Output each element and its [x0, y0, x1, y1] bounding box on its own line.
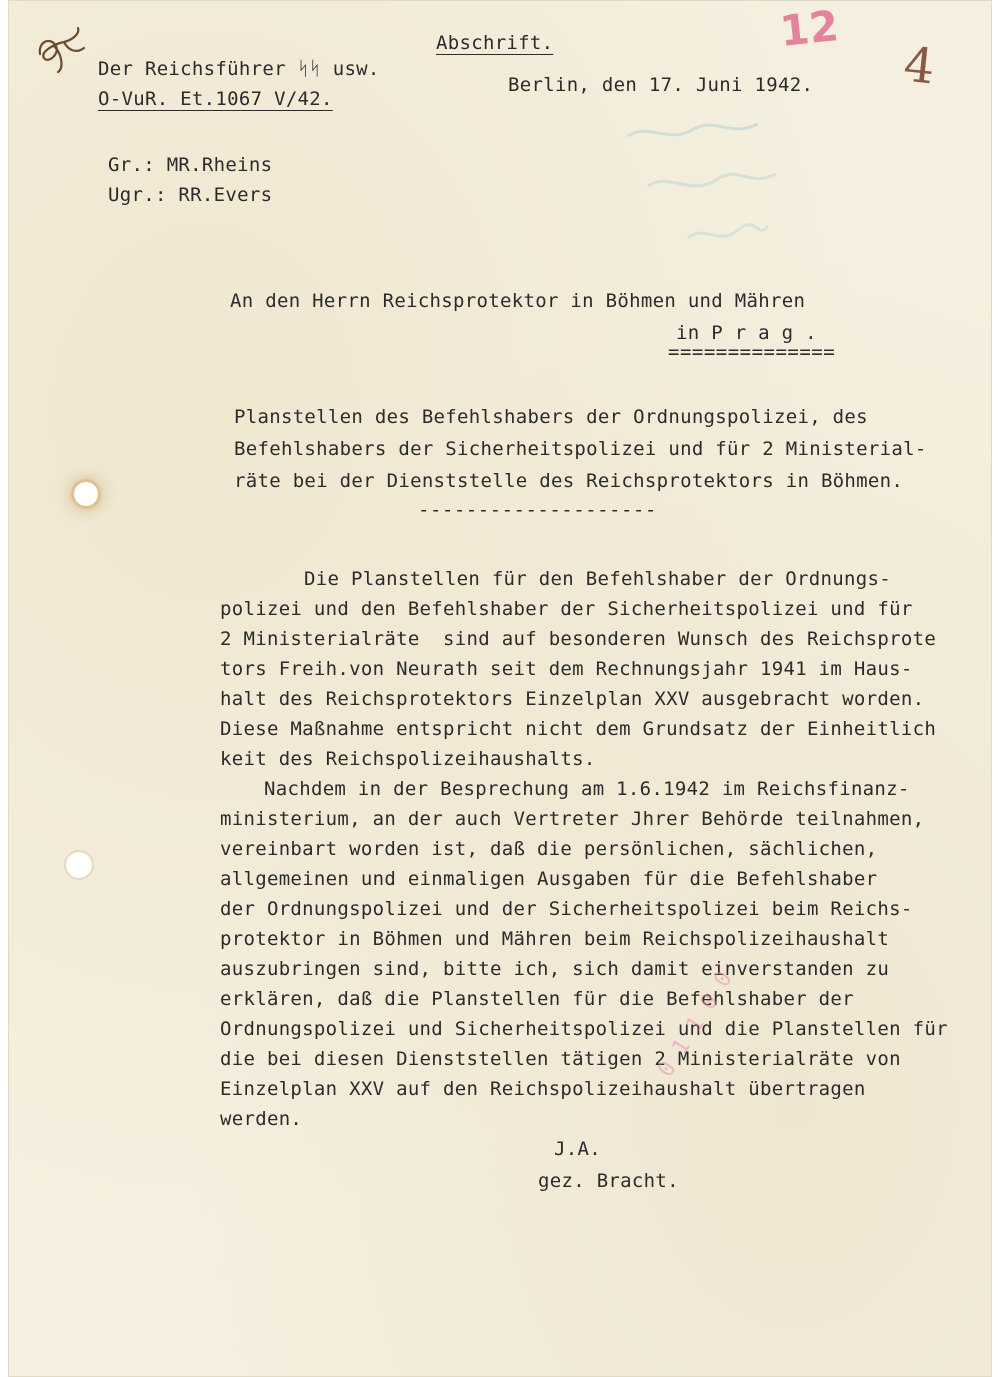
body-line: 2 Ministerialräte sind auf besonderen Wunsch des Reichsprote	[220, 628, 937, 650]
subject-underline: --------------------	[418, 500, 657, 520]
sender-line: Der Reichsführer ᛋᛋ usw.	[98, 58, 380, 80]
body-line: Ordnungspolizei und Sicherheitspolizei und die Planstellen für	[220, 1018, 948, 1040]
punch-hole-top	[74, 482, 98, 506]
body-line: halt des Reichsprotektors Einzelplan XXV ausgebracht worden.	[220, 688, 925, 710]
punch-hole-bottom	[66, 852, 92, 878]
heading-abschrift: Abschrift.	[436, 32, 554, 54]
body-line: keit des Reichspolizeihaushalts.	[220, 748, 596, 770]
addressee-underline: ==============	[668, 342, 836, 362]
subject-line2: Befehlshabers der Sicherheitspolizei und für 2 Ministerial-	[234, 438, 927, 460]
body-line: der Ordnungspolizei und der Sicherheitspolizei beim Reichs-	[220, 898, 913, 920]
body-line: allgemeinen und einmaligen Ausgaben für die Befehlshaber	[220, 868, 878, 890]
body-line: polizei und den Befehlshaber der Sicherheitspolizei und für	[220, 598, 913, 620]
addressee-line2: in P r a g .	[676, 322, 817, 344]
body-line: ministerium, an der auch Vertreter Jhrer Behörde teilnahmen,	[220, 808, 925, 830]
body-line: vereinbart worden ist, daß die persönlichen, sächlichen,	[220, 838, 878, 860]
registry-stamp: 0 1 1 0 0	[653, 967, 738, 1082]
subject-line1: Planstellen des Befehlshabers der Ordnungspolizei, des	[234, 406, 868, 428]
addressee-line1: An den Herrn Reichsprotektor in Böhmen und Mähren	[230, 290, 806, 312]
body-line: Die Planstellen für den Befehlshaber der Ordnungs-	[304, 568, 891, 590]
body-line: auszubringen sind, bitte ich, sich damit einverstanden zu	[220, 958, 890, 980]
body-line: Nachdem in der Besprechung am 1.6.1942 im Reichsfinanz-	[264, 778, 910, 800]
reference-number: O-VuR. Et.1067 V/42.	[98, 88, 333, 110]
body-line: protektor in Böhmen und Mähren beim Reichspolizeihaushalt	[220, 928, 890, 950]
red-pencil-number: 12	[777, 1, 841, 56]
faded-handwriting-icon	[608, 108, 788, 278]
gr-line: Gr.: MR.Rheins	[108, 154, 273, 176]
body-line: Einzelplan XXV auf den Reichspolizeihaushalt übertragen	[220, 1078, 866, 1100]
body-line: erklären, daß die Planstellen für die Befehlshaber der	[220, 988, 854, 1010]
ugr-line: Ugr.: RR.Evers	[108, 184, 273, 206]
handwritten-signature-icon	[34, 24, 88, 76]
body-line: Diese Maßnahme entspricht nicht dem Grundsatz der Einheitlich	[220, 718, 937, 740]
body-line: werden.	[220, 1108, 303, 1130]
closing-ja: J.A.	[554, 1138, 601, 1160]
body-line: die bei diesen Dienststellen tätigen 2 Ministerialräte von	[220, 1048, 901, 1070]
place-date: Berlin, den 17. Juni 1942.	[508, 74, 814, 96]
closing-signature: gez. Bracht.	[538, 1170, 679, 1192]
body-line: tors Freih.von Neurath seit dem Rechnungsjahr 1941 im Haus-	[220, 658, 913, 680]
brown-pencil-number: 4	[901, 36, 938, 96]
document-page	[8, 0, 992, 1377]
subject-line3: räte bei der Dienststelle des Reichsprotektors in Böhmen.	[234, 470, 904, 492]
